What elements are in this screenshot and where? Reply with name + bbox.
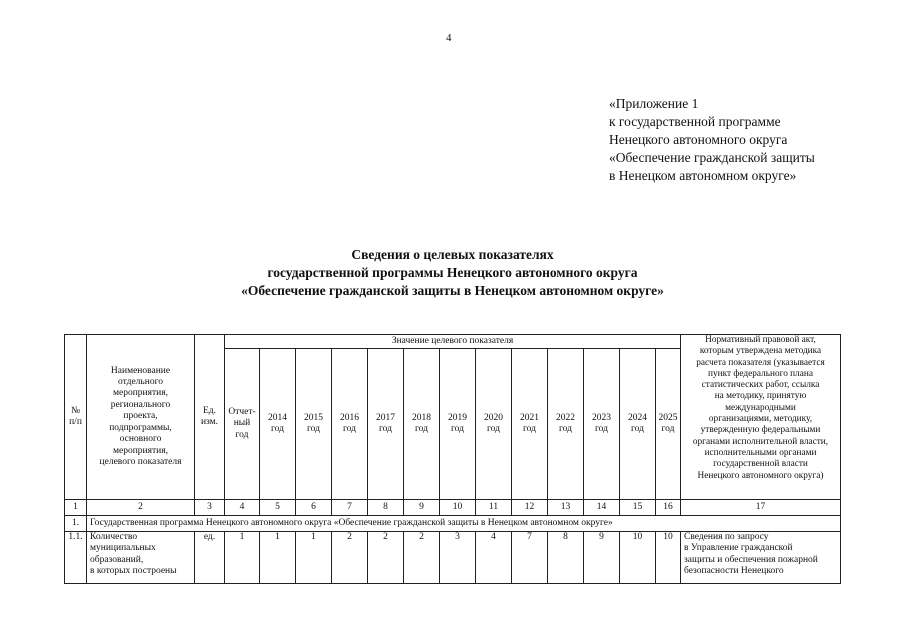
header-values-group: Значение целевого показателя	[225, 335, 681, 349]
row-value: 2	[332, 532, 368, 584]
header-year: 2025 год	[656, 349, 681, 500]
title-line: государственной программы Ненецкого автономного округа	[267, 265, 638, 280]
header-num: № п/п	[65, 335, 87, 500]
column-number: 16	[656, 500, 681, 516]
column-number: 10	[440, 500, 476, 516]
column-number: 3	[195, 500, 225, 516]
appendix-line: к государственной программе	[609, 114, 781, 129]
row-name: Количество муниципальных образований, в которых построены	[87, 532, 195, 584]
header-unit: Ед. изм.	[195, 335, 225, 500]
column-number: 1	[65, 500, 87, 516]
appendix-line: «Приложение 1	[609, 96, 699, 111]
header-year: 2021 год	[512, 349, 548, 500]
row-value: 10	[656, 532, 681, 584]
row-value: 2	[404, 532, 440, 584]
column-number: 9	[404, 500, 440, 516]
row-value: 1	[225, 532, 260, 584]
header-year: 2015 год	[296, 349, 332, 500]
row-value: 4	[476, 532, 512, 584]
column-number: 2	[87, 500, 195, 516]
header-year: 2020 год	[476, 349, 512, 500]
header-report-year: Отчет- ный год	[225, 349, 260, 500]
row-value: 1	[260, 532, 296, 584]
row-value: 3	[440, 532, 476, 584]
header-year: 2024 год	[620, 349, 656, 500]
row-value: 1	[296, 532, 332, 584]
document-title	[150, 246, 755, 300]
column-number: 13	[548, 500, 584, 516]
column-number: 8	[368, 500, 404, 516]
section-number: 1.	[65, 516, 87, 532]
header-year: 2017 год	[368, 349, 404, 500]
header-normative-act: Нормативный правовой акт, которым утверждена методика расчета показателя (указывается пункт федерального плана статистических работ, ссылка на методику, принятую международными организациями, методику, утвержденную федеральными органами исполнительной власти, исполнительными органами государственной власти Ненецкого автономного округа)	[681, 335, 841, 500]
header-year: 2014 год	[260, 349, 296, 500]
appendix-line: Ненецкого автономного округа	[609, 132, 788, 147]
header-year: 2022 год	[548, 349, 584, 500]
column-number: 7	[332, 500, 368, 516]
section-row	[65, 516, 841, 532]
column-number: 4	[225, 500, 260, 516]
header-year: 2016 год	[332, 349, 368, 500]
title-line: Сведения о целевых показателях	[351, 247, 554, 262]
column-number: 14	[584, 500, 620, 516]
row-unit: ед.	[195, 532, 225, 584]
appendix-line: «Обеспечение гражданской защиты	[609, 150, 815, 165]
column-number: 12	[512, 500, 548, 516]
appendix-note	[609, 95, 815, 185]
row-value: 10	[620, 532, 656, 584]
column-numbers-row	[65, 500, 841, 516]
appendix-line: в Ненецком автономном округе»	[609, 168, 797, 183]
row-value: 7	[512, 532, 548, 584]
header-name: Наименование отдельного мероприятия, регионального проекта, подпрограммы, основного мероприятия, целевого показателя	[87, 335, 195, 500]
column-number: 6	[296, 500, 332, 516]
column-number: 15	[620, 500, 656, 516]
section-title: Государственная программа Ненецкого автономного округа «Обеспечение гражданской защиты в Ненецком автономном округе»	[87, 516, 841, 532]
header-year: 2023 год	[584, 349, 620, 500]
row-value: 2	[368, 532, 404, 584]
column-number: 5	[260, 500, 296, 516]
row-number: 1.1.	[65, 532, 87, 584]
title-line: «Обеспечение гражданской защиты в Ненецком автономном округе»	[241, 283, 664, 298]
page-number: 4	[446, 32, 452, 44]
table-row	[65, 532, 841, 584]
row-value: 9	[584, 532, 620, 584]
header-year: 2019 год	[440, 349, 476, 500]
column-number: 17	[681, 500, 841, 516]
row-normative-act: Сведения по запросу в Управление гражданской защиты и обеспечения пожарной безопасности Ненецкого	[681, 532, 841, 584]
row-value: 8	[548, 532, 584, 584]
indicators-table	[64, 334, 841, 584]
header-year: 2018 год	[404, 349, 440, 500]
column-number: 11	[476, 500, 512, 516]
